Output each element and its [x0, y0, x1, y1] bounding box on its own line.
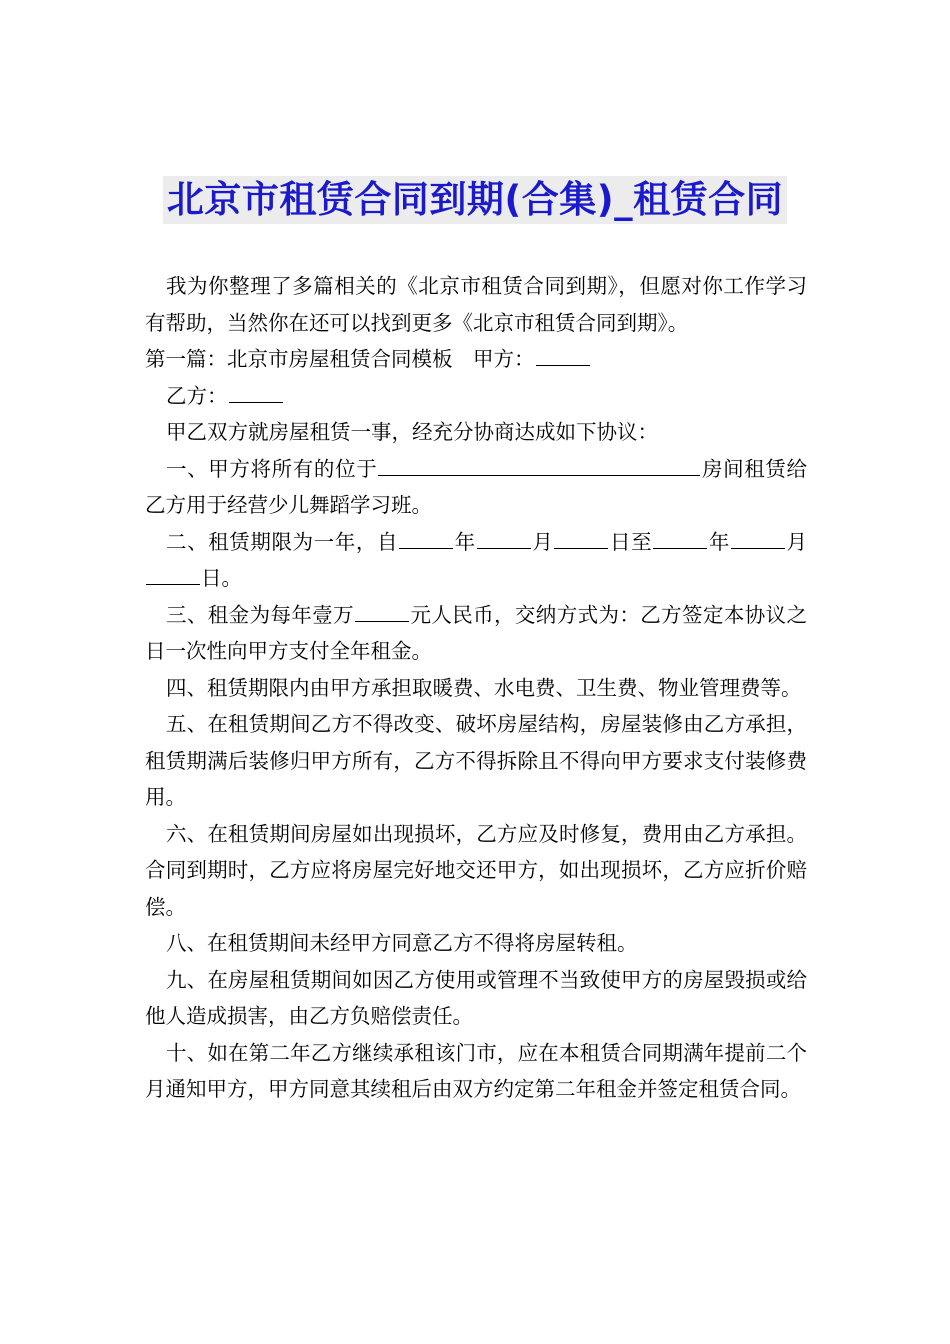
- clause-3-text-a: 三、租金为每年壹万: [166, 602, 355, 627]
- clause-6: [145, 816, 807, 926]
- party-b-line: [145, 378, 807, 415]
- document-body: [145, 268, 807, 1108]
- party-b-blank: [229, 380, 283, 403]
- clause-2-month2: 月: [785, 529, 808, 554]
- clause-5-text: 五、在租赁期间乙方不得改变、破坏房屋结构，房屋装修由乙方承担，租赁期满后装修归甲方所有，乙方不得拆除且不得向甲方要求支付装修费用。: [145, 712, 807, 809]
- heading-text: 第一篇：北京市房屋租赁合同模板 甲方：: [145, 347, 535, 371]
- intro-text: 我为你整理了多篇相关的《北京市租赁合同到期》，但愿对你工作学习有帮助，当然你在还可以找到更多《北京市租赁合同到期》。: [145, 274, 807, 335]
- end-day-blank: [146, 562, 200, 585]
- clause-4-text: 四、租赁期限内由甲方承担取暖费、水电费、卫生费、物业管理费等。: [166, 675, 802, 700]
- clause-1: [145, 451, 807, 524]
- location-blank: [378, 453, 700, 476]
- clause-3-text-b: 元人民币，交纳方式为：乙方签定本协议之日一次性向甲方支付全年租金。: [145, 602, 808, 663]
- clause-2-year: 年: [454, 529, 476, 554]
- clause-8-text: 八、在租赁期间未经甲方同意乙方不得将房屋转租。: [166, 931, 638, 955]
- agreement-text: 甲乙双方就房屋租赁一事，经充分协商达成如下协议：: [166, 420, 658, 444]
- document-title: 北京市租赁合同到期(合集)_租赁合同: [163, 176, 787, 224]
- start-year-blank: [399, 526, 453, 549]
- clause-10: [145, 1035, 807, 1108]
- clause-4: [145, 670, 807, 707]
- clause-2-year2: 年: [708, 529, 730, 554]
- rent-amount-blank: [355, 599, 409, 622]
- clause-9-text: 九、在房屋租赁期间如因乙方使用或管理不当致使甲方的房屋毁损或给他人造成损害，由乙方负赔偿责任。: [145, 967, 807, 1028]
- clause-6-text: 六、在租赁期间房屋如出现损坏，乙方应及时修复，费用由乙方承担。合同到期时，乙方应将房屋完好地交还甲方，如出现损坏，乙方应折价赔偿。: [145, 821, 807, 919]
- intro-paragraph: [145, 268, 807, 341]
- clause-3: [145, 597, 807, 670]
- clause-8: [145, 925, 807, 962]
- first-section-heading: [145, 341, 807, 378]
- clause-2: [145, 524, 807, 597]
- end-month-blank: [731, 526, 785, 549]
- party-a-blank: [536, 343, 590, 366]
- start-day-blank: [554, 526, 608, 549]
- agreement-paragraph: [145, 414, 807, 451]
- clause-5: [145, 706, 807, 816]
- start-month-blank: [477, 526, 531, 549]
- clause-2-text-a: 二、租赁期限为一年，自: [166, 529, 399, 554]
- clause-10-text: 十、如在第二年乙方继续承租该门市，应在本租赁合同期满年提前二个月通知甲方，甲方同意其续租后由双方约定第二年租金并签定租赁合同。: [145, 1040, 807, 1101]
- clause-1-text-b: 房间租赁给乙方用于经营少儿舞蹈学习班。: [145, 456, 808, 517]
- title-container: [0, 176, 950, 224]
- clause-2-month: 月: [531, 529, 554, 554]
- clause-2-day2: 日。: [201, 566, 242, 590]
- end-year-blank: [653, 526, 707, 549]
- clause-9: [145, 962, 807, 1035]
- clause-2-to: 日至: [609, 529, 653, 554]
- clause-1-text-a: 一、甲方将所有的位于: [166, 456, 378, 481]
- party-b-label: 乙方：: [166, 383, 228, 408]
